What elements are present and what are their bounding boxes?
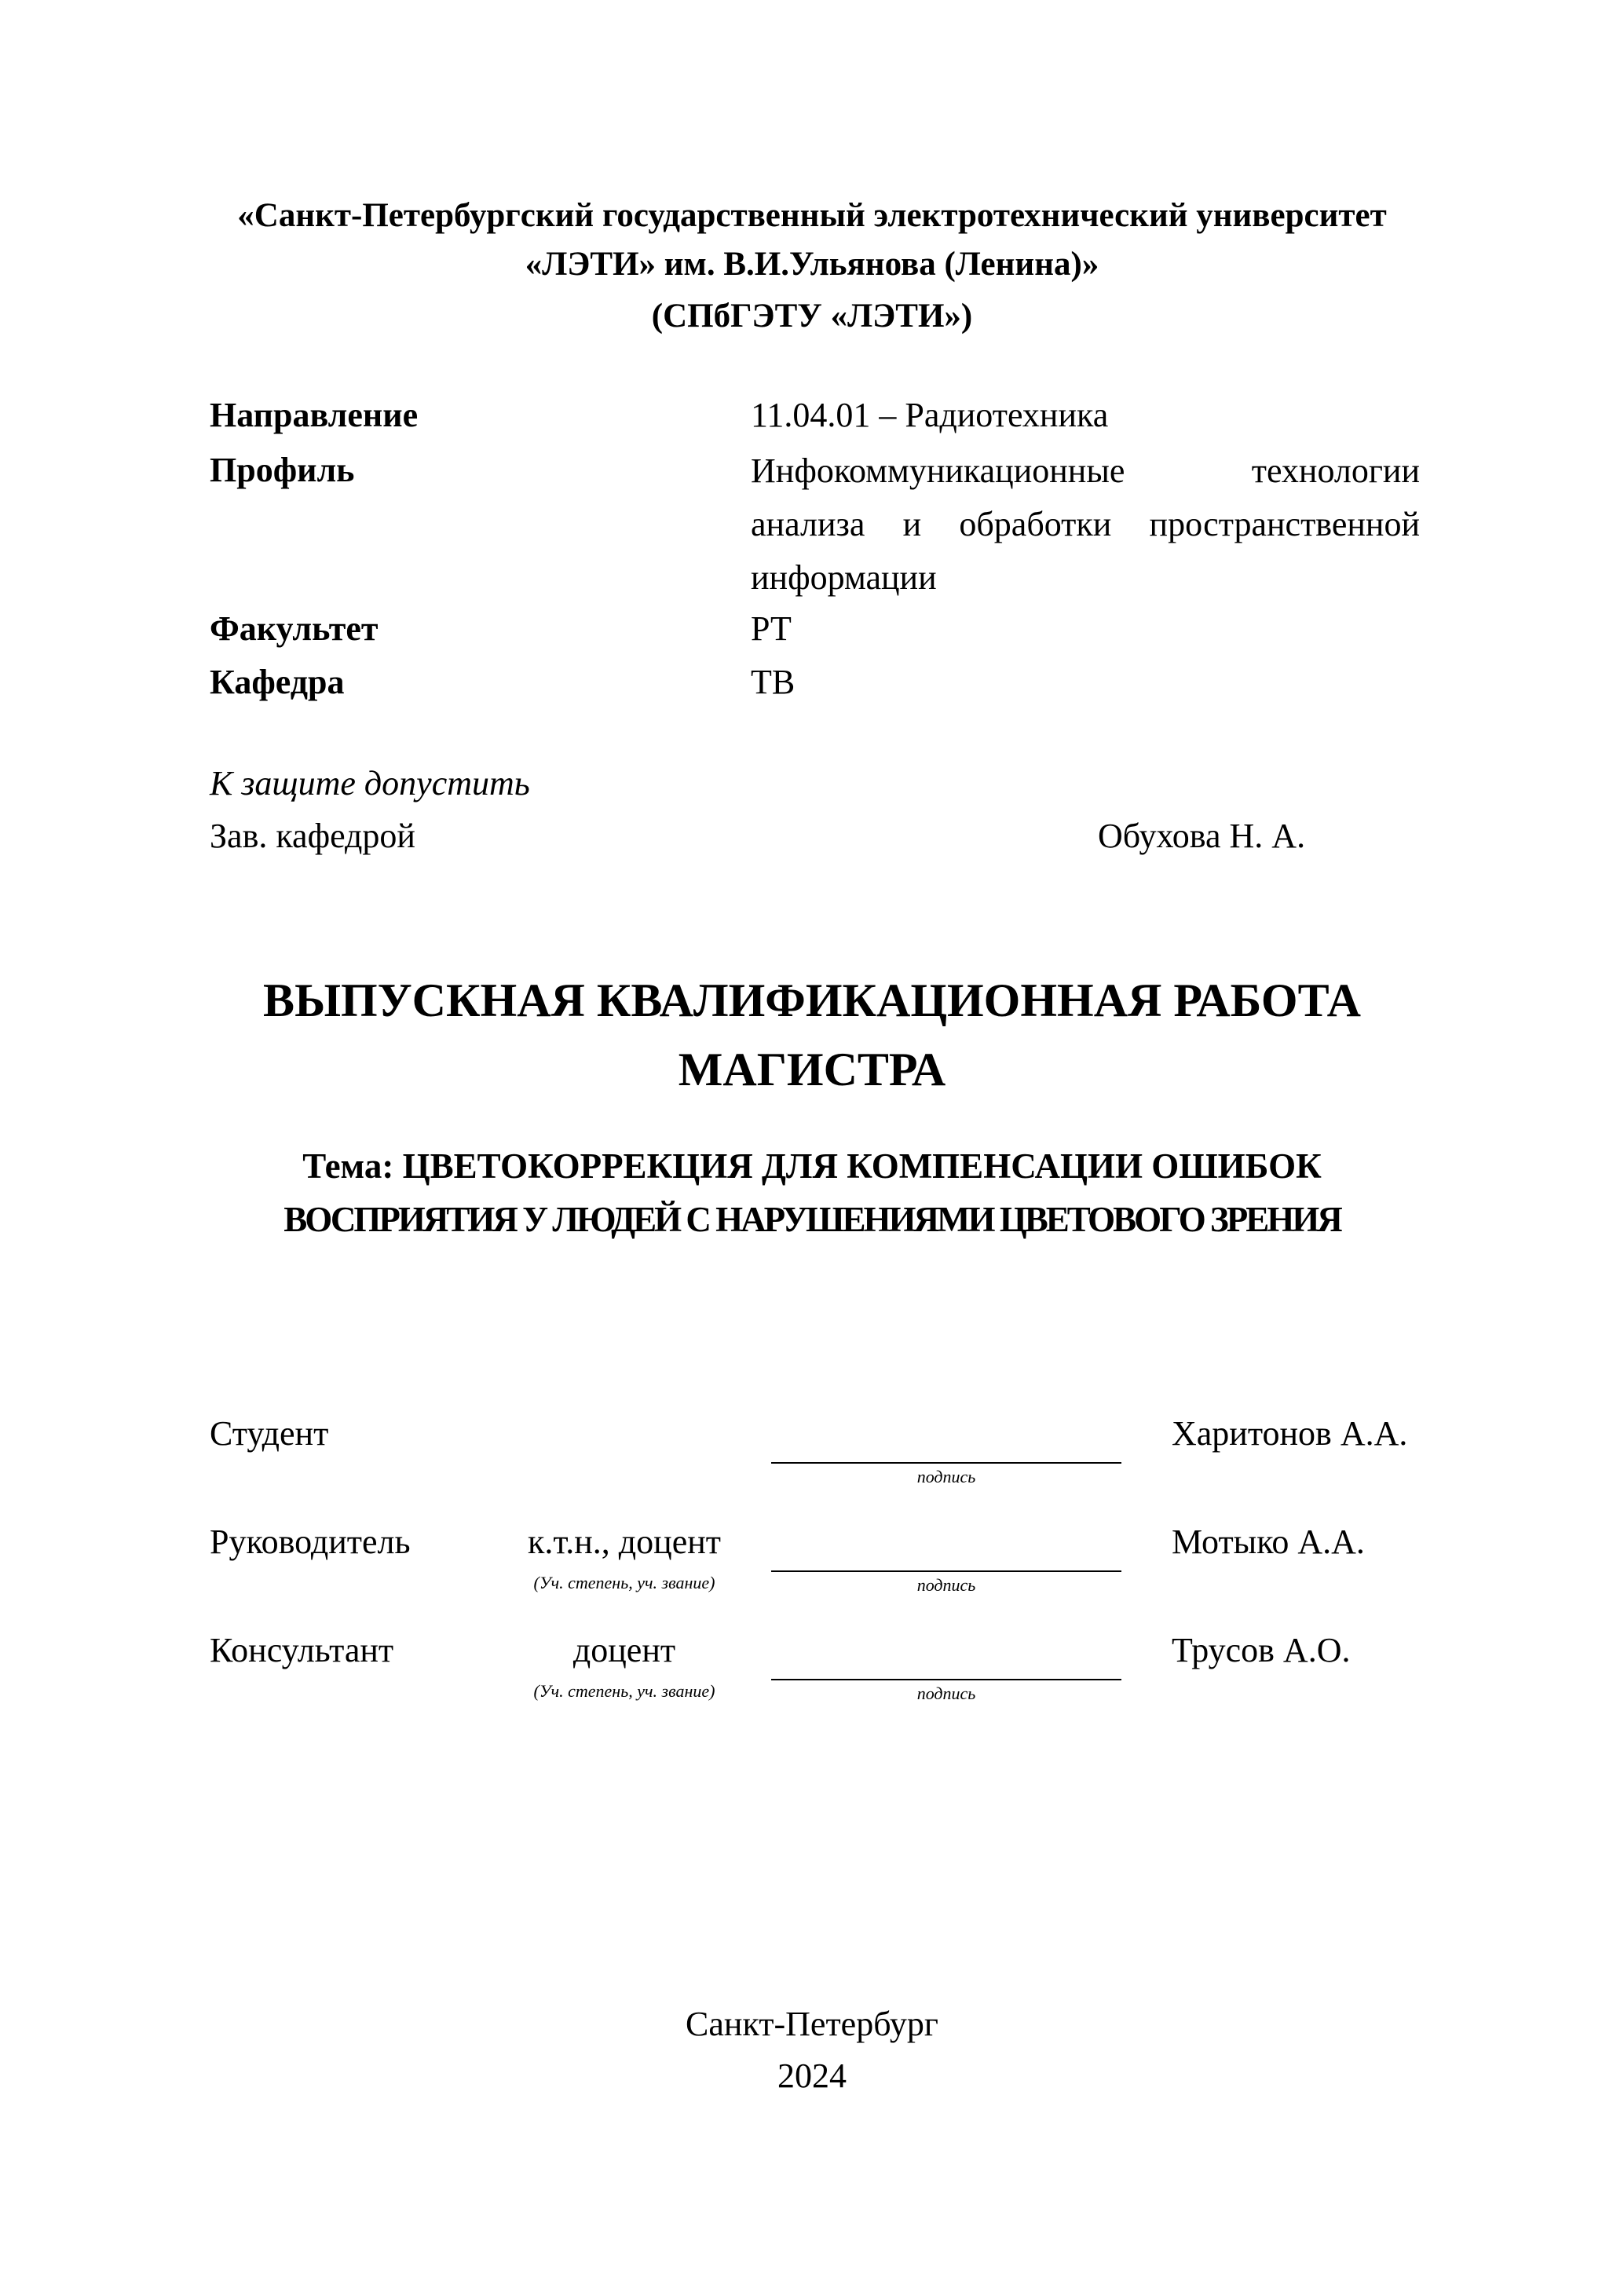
supervisor-degree: к.т.н., доцент [527, 1523, 722, 1561]
supervisor-signature-caption: подпись [916, 1575, 976, 1595]
department-head-name: Обухова Н. А. [1098, 817, 1306, 855]
university-name-line2: «ЛЭТИ» им. В.И.Ульянова (Ленина)» [525, 246, 1099, 283]
department-label: Кафедра [210, 663, 345, 701]
supervisor-signature-line [771, 1570, 1121, 1572]
admission-text: К защите допустить [210, 764, 530, 803]
supervisor-degree-caption: (Уч. степень, уч. звание) [533, 1573, 715, 1592]
student-role: Студент [210, 1414, 329, 1453]
department-head-label: Зав. кафедрой [210, 817, 415, 855]
supervisor-name: Мотыко А.А. [1172, 1523, 1365, 1561]
student-name: Харитонов А.А. [1172, 1414, 1408, 1453]
thesis-title-line1: ВЫПУСКНАЯ КВАЛИФИКАЦИОННАЯ РАБОТА [263, 974, 1361, 1026]
consultant-signature-caption: подпись [916, 1684, 976, 1703]
student-signature-line [771, 1462, 1121, 1464]
theme-line1: Тема: ЦВЕТОКОРРЕКЦИЯ ДЛЯ КОМПЕНСАЦИИ ОШИБОК [302, 1146, 1322, 1186]
theme-line2: ВОСПРИЯТИЯ У ЛЮДЕЙ С НАРУШЕНИЯМИ ЦВЕТОВОГО ЗРЕНИЯ [283, 1200, 1341, 1239]
consultant-role: Консультант [210, 1631, 394, 1669]
university-name-line1: «Санкт-Петербургский государственный электротехнический университет [237, 197, 1387, 234]
consultant-signature-line [771, 1679, 1121, 1680]
university-abbreviation: (СПбГЭТУ «ЛЭТИ») [651, 298, 973, 335]
footer-year: 2024 [777, 2057, 847, 2095]
thesis-title-line2: МАГИСТРА [678, 1044, 946, 1095]
faculty-label: Факультет [210, 609, 379, 648]
consultant-degree-caption: (Уч. степень, уч. звание) [533, 1681, 715, 1701]
faculty-value: РТ [751, 609, 792, 648]
student-signature-caption: подпись [916, 1467, 976, 1486]
profile-value: Инфокоммуникационные технологии анализа и обработки пространственной информации [751, 452, 1420, 597]
consultant-name: Трусов А.О. [1172, 1631, 1351, 1669]
consultant-degree: доцент [572, 1631, 676, 1669]
direction-value: 11.04.01 – Радиотехника [751, 396, 1109, 434]
footer-city: Санкт-Петербург [686, 2005, 938, 2043]
supervisor-role: Руководитель [210, 1523, 411, 1561]
department-value: ТВ [751, 663, 796, 701]
direction-label: Направление [210, 396, 419, 434]
profile-label: Профиль [210, 451, 355, 489]
